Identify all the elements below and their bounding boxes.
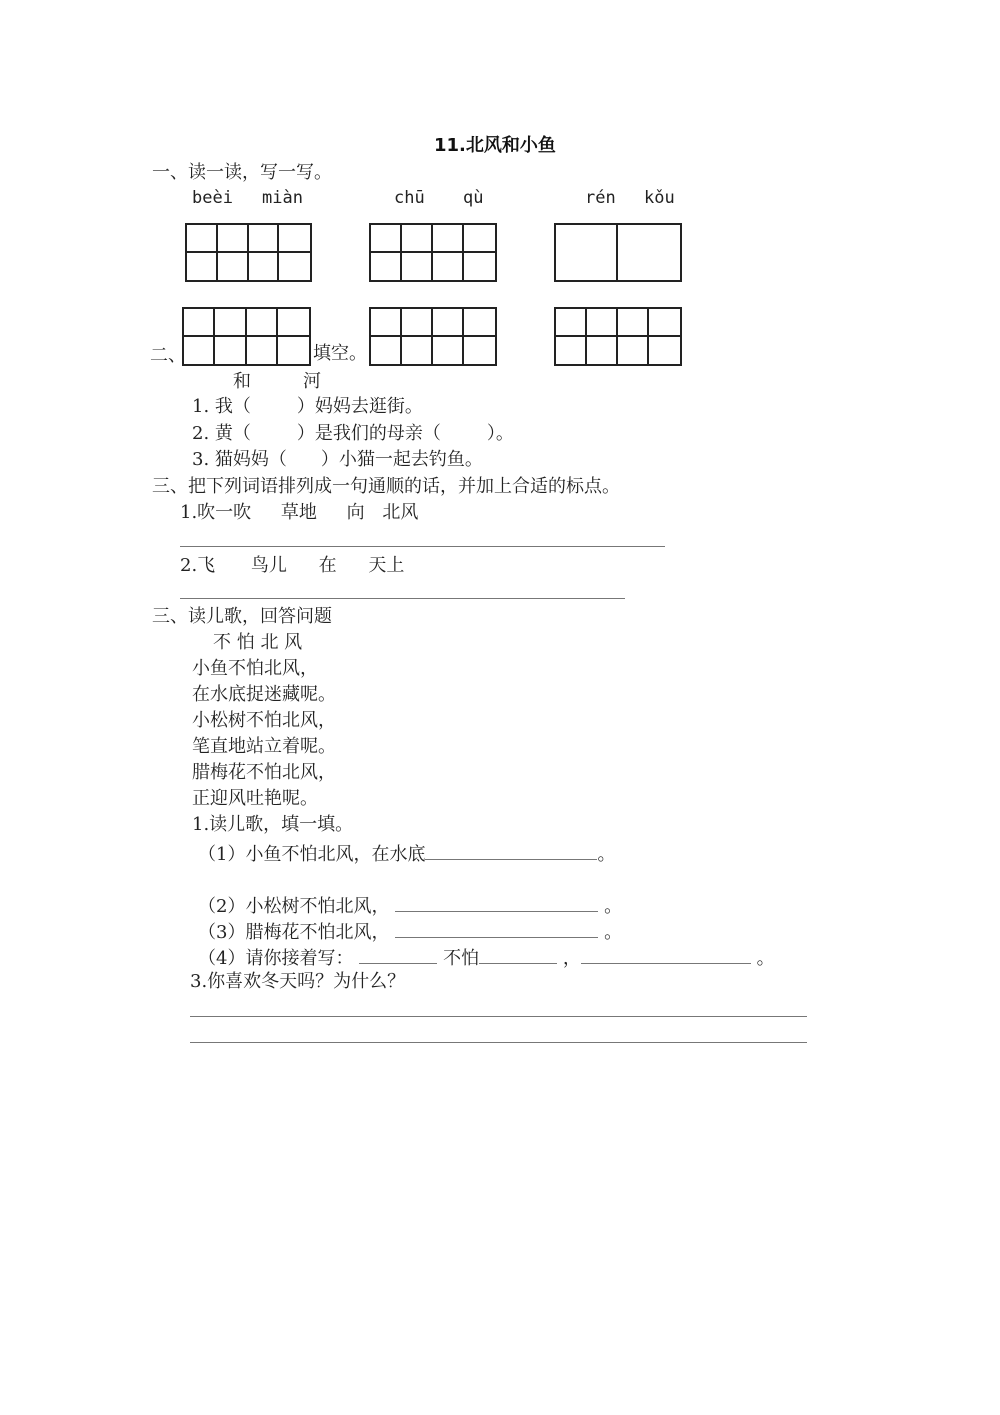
grid-cell[interactable] [184,337,215,365]
grid-cell[interactable] [402,253,433,281]
grid-cell[interactable] [249,225,280,253]
grid-cell[interactable] [618,309,649,337]
reorder-item-2 [180,555,404,577]
grid-cell[interactable] [402,225,433,253]
grid-cell[interactable] [402,309,433,337]
fill-blank-line[interactable] [395,919,598,938]
grid-cell[interactable] [279,225,310,253]
grid-cell[interactable] [433,337,464,365]
grid-cell[interactable] [464,225,495,253]
pinyin-bei-mian-1: beèi [192,188,233,208]
fill-item-after2: ）。 [486,423,514,444]
grid-cell[interactable] [556,309,587,337]
fill-blank-line[interactable] [395,893,598,912]
fill-blank-line[interactable] [425,841,597,860]
fill-item-before: 我（ [214,396,251,417]
fill-item-before: 猫妈妈（ [214,449,287,470]
grid-cell[interactable] [371,337,402,365]
reorder-word: 天上 [368,555,405,576]
poem-title: 不 怕 北 风 [213,632,303,653]
writing-grid-chu-qu[interactable] [369,223,497,282]
poem-line: 笔直地站立着呢。 [192,736,336,757]
reorder-word: 草地 [280,502,317,523]
word-choice-he-river: 河 [303,371,321,392]
reorder-item-1 [180,502,418,524]
section-3-heading: 三、把下列词语排列成一句通顺的话，并加上合适的标点。 [152,476,620,497]
grid-cell[interactable] [433,225,464,253]
writing-grid-row2-3[interactable] [554,307,682,366]
grid-cell[interactable] [556,225,618,280]
grid-cell[interactable] [184,309,215,337]
fill-item-after: ）是我们的母亲（ [296,423,441,444]
pinyin-bei-mian-2: miàn [262,188,303,208]
poem-line: 正迎风吐艳呢。 [192,788,318,809]
grid-cell[interactable] [433,253,464,281]
grid-cell[interactable] [402,337,433,365]
grid-cell[interactable] [464,253,495,281]
answer-line-q3-1[interactable] [190,1016,807,1017]
fill-item-2 [192,423,514,445]
fill-item-before: 黄（ [214,423,251,444]
section-2-heading-suffix: 填空。 [313,343,367,364]
fill-item-3 [192,449,483,471]
answer-line-2[interactable] [180,598,625,599]
question-3-label: 3.你喜欢冬天吗？为什么？ [190,971,406,992]
item-suffix: 。 [597,844,616,865]
writing-grid-row2-2[interactable] [369,307,497,366]
grid-cell[interactable] [279,253,310,281]
grid-cell[interactable] [249,253,280,281]
section-4-heading: 三、读儿歌，回答问题 [152,606,332,627]
grid-cell[interactable] [464,337,495,365]
item-suffix: 。 [598,896,623,917]
grid-cell[interactable] [464,309,495,337]
question-1-item-1 [198,841,615,866]
grid-cell[interactable] [649,309,680,337]
grid-cell[interactable] [218,225,249,253]
answer-line-1[interactable] [180,546,665,547]
fill-blank-line[interactable] [359,945,437,964]
item-prefix: （4）请你接着写： [198,948,354,969]
reorder-label: 2.飞 [180,555,216,576]
pinyin-ren-kou-2: kǒu [644,188,675,208]
fill-item-number: 3. [192,449,210,470]
poem-line: 小松树不怕北风， [192,710,336,731]
poem-line: 腊梅花不怕北风， [192,762,336,783]
item-suffix: 。 [750,948,775,969]
reorder-word: 在 [318,555,337,576]
poem-line: 在水底捉迷藏呢。 [192,684,336,705]
fill-item-number: 1. [192,396,210,417]
fill-item-after: ）妈妈去逛街。 [296,396,423,417]
section-2-heading-prefix: 二、 [150,345,186,366]
reorder-word: 向 [346,502,365,523]
grid-cell[interactable] [556,337,587,365]
poem-line: 小鱼不怕北风， [192,658,318,679]
reorder-label: 1.吹一吹 [180,502,252,523]
grid-cell[interactable] [218,253,249,281]
word-choice-he: 和 [233,371,251,392]
fill-blank-line[interactable] [479,945,557,964]
reorder-word: 北风 [382,502,419,523]
grid-cell[interactable] [215,337,246,365]
fill-item-1 [192,396,423,418]
grid-cell[interactable] [247,337,278,365]
grid-cell[interactable] [187,225,218,253]
question-1-item-4 [198,945,775,970]
grid-cell[interactable] [371,253,402,281]
grid-cell[interactable] [371,309,402,337]
reorder-word: 鸟儿 [250,555,287,576]
grid-cell[interactable] [278,309,309,337]
item-suffix: 。 [598,922,623,943]
item-prefix: （3）腊梅花不怕北风， [198,922,390,943]
item-prefix: （2）小松树不怕北风， [198,896,390,917]
grid-cell[interactable] [587,337,618,365]
grid-cell[interactable] [371,225,402,253]
writing-grid-bei-mian[interactable] [185,223,312,282]
question-1-label: 1.读儿歌，填一填。 [192,814,354,835]
grid-cell[interactable] [649,337,680,365]
worksheet-title: 11.北风和小鱼 [434,135,556,156]
fill-item-after: ）小猫一起去钓鱼。 [320,449,483,470]
pinyin-chu-qu-1: chū [394,188,425,208]
writing-grid-row2-1[interactable] [182,307,311,366]
grid-cell[interactable] [618,225,680,280]
grid-cell[interactable] [433,309,464,337]
grid-cell[interactable] [247,309,278,337]
grid-cell[interactable] [278,337,309,365]
fill-blank-line[interactable] [581,945,751,964]
question-1-item-3 [198,919,622,944]
pinyin-chu-qu-2: qù [463,188,484,208]
writing-grid-ren-kou[interactable] [554,223,682,282]
fill-item-number: 2. [192,423,210,444]
item-comma: ， [557,948,581,969]
item-mid: 不怕 [437,948,480,969]
item-prefix: （1）小鱼不怕北风，在水底 [198,844,426,865]
grid-cell[interactable] [187,253,218,281]
section-1-heading: 一、读一读，写一写。 [152,162,332,183]
answer-line-q3-2[interactable] [190,1042,807,1043]
grid-cell[interactable] [587,309,618,337]
question-1-item-2 [198,893,622,918]
grid-cell[interactable] [618,337,649,365]
pinyin-ren-kou-1: rén [585,188,616,208]
grid-cell[interactable] [215,309,246,337]
